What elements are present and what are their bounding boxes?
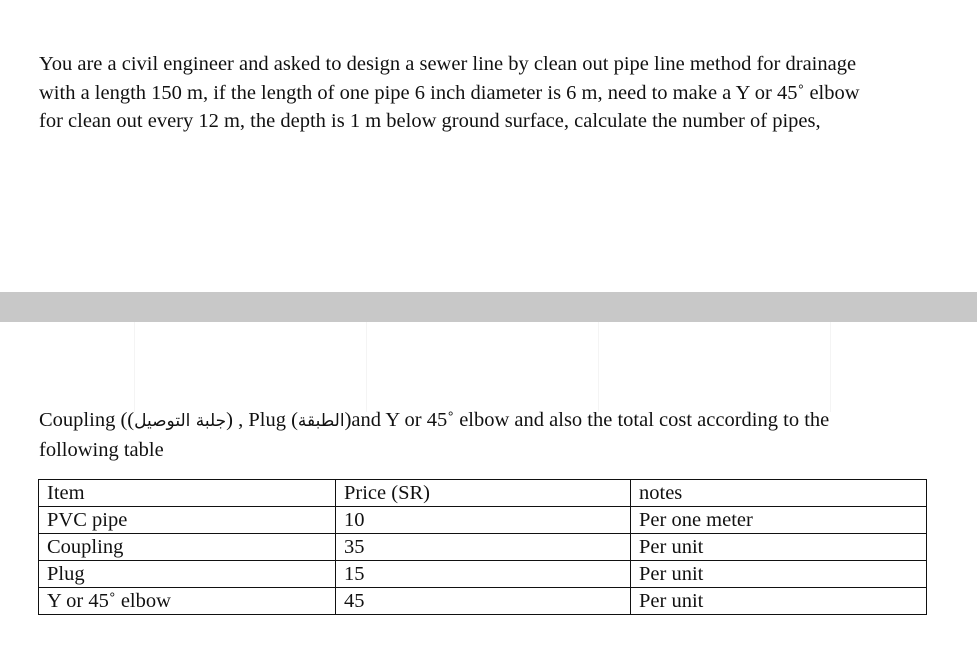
continuation-line-1 bbox=[39, 406, 964, 436]
table-header-row bbox=[39, 480, 927, 507]
problem-line-1: You are a civil engineer and asked to design a sewer line by clean out pipe line method for drainage bbox=[39, 53, 857, 75]
cell-notes: Per one meter bbox=[631, 507, 927, 534]
cell-notes: Per unit bbox=[631, 534, 927, 561]
cell-notes: Per unit bbox=[631, 561, 927, 588]
faint-divider bbox=[598, 322, 599, 412]
price-table bbox=[38, 479, 927, 615]
cell-item: Plug bbox=[39, 561, 336, 588]
header-price: Price (SR) bbox=[336, 480, 631, 507]
cell-price: 10 bbox=[336, 507, 631, 534]
problem-line-2: with a length 150 m, if the length of one pipe 6 inch diameter is 6 m, need to make a Y or 45˚ elbow bbox=[39, 81, 860, 104]
table-row bbox=[39, 561, 927, 588]
arabic-plug-term: الطبقة bbox=[297, 411, 345, 431]
table-row bbox=[39, 507, 927, 534]
problem-continuation bbox=[39, 406, 964, 465]
problem-statement bbox=[39, 50, 964, 136]
faint-divider bbox=[830, 322, 831, 412]
header-item: Item bbox=[39, 480, 336, 507]
problem-line-3: for clean out every 12 m, the depth is 1 m below ground surface, calculate the number of pipes, bbox=[39, 110, 821, 132]
elbow-text: )and Y or 45˚ elbow and also the total cost according to the bbox=[344, 409, 830, 431]
cell-item: Coupling bbox=[39, 534, 336, 561]
arabic-coupling-term: جلبة التوصيل bbox=[134, 411, 227, 431]
plug-text: ) , Plug ( bbox=[226, 409, 298, 431]
cell-price: 45 bbox=[336, 588, 631, 615]
faint-divider bbox=[134, 322, 135, 412]
cell-price: 15 bbox=[336, 561, 631, 588]
faint-divider bbox=[366, 322, 367, 412]
cell-item: Y or 45˚ elbow bbox=[39, 588, 336, 615]
cell-price: 35 bbox=[336, 534, 631, 561]
table-row bbox=[39, 588, 927, 615]
coupling-text: Coupling (( bbox=[39, 409, 135, 431]
table-row bbox=[39, 534, 927, 561]
continuation-line-2: following table bbox=[39, 439, 164, 461]
cell-item: PVC pipe bbox=[39, 507, 336, 534]
page-separator-band bbox=[0, 292, 977, 322]
header-notes: notes bbox=[631, 480, 927, 507]
cell-notes: Per unit bbox=[631, 588, 927, 615]
